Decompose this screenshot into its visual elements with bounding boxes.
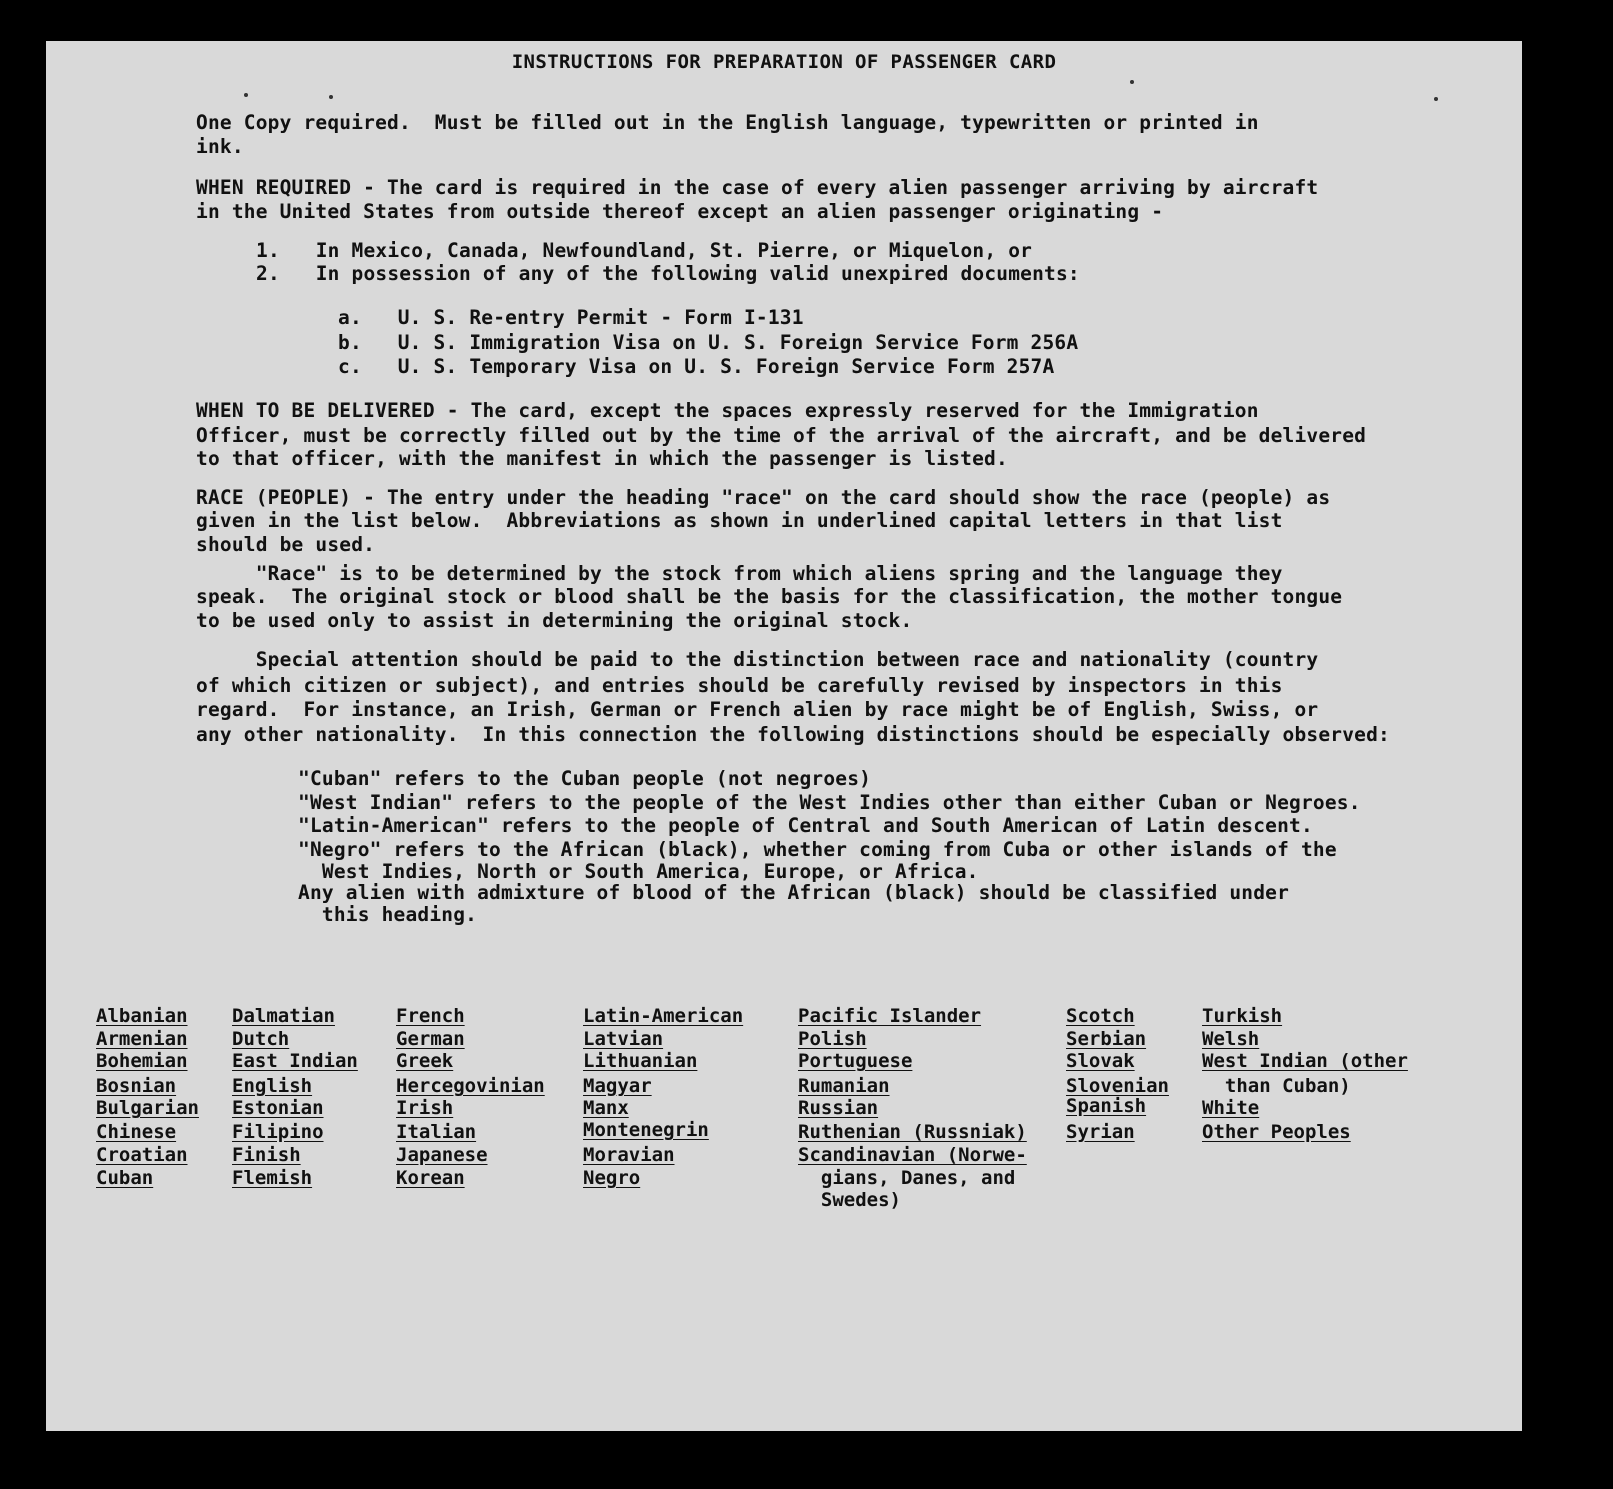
race-item: White	[1202, 1097, 1260, 1119]
race-item: Manx	[583, 1097, 629, 1119]
race-item: Syrian	[1066, 1121, 1135, 1143]
special-attention-line-4: any other nationality. In this connection the following distinctions should be especially observed:	[196, 723, 1390, 746]
race-item: Bulgarian	[96, 1097, 199, 1119]
race-item: Welsh	[1202, 1028, 1260, 1050]
race-item: Polish	[798, 1028, 867, 1050]
race-item: Estonian	[232, 1097, 324, 1119]
race-item: Italian	[396, 1121, 477, 1143]
race-item: Rumanian	[798, 1075, 890, 1097]
exception-item-1: 1. In Mexico, Canada, Newfoundland, St. Pierre, or Miquelon, or	[256, 239, 1033, 262]
race-item: Bohemian	[96, 1050, 188, 1072]
race-item: than Cuban)	[1202, 1075, 1351, 1097]
definition-cuban: "Cuban" refers to the Cuban people (not negroes)	[298, 767, 872, 790]
document-item-a: a. U. S. Re-entry Permit - Form I-131	[338, 306, 804, 329]
definition-negro-line-2: West Indies, North or South America, Europe, or Africa.	[298, 860, 979, 883]
race-definition-line-1: "Race" is to be determined by the stock from which aliens spring and the language they	[196, 562, 1283, 585]
when-delivered-line-1: WHEN TO BE DELIVERED - The card, except the spaces expressly reserved for the Immigration	[196, 399, 1259, 422]
race-item: Magyar	[583, 1075, 652, 1097]
when-required-line-1: WHEN REQUIRED - The card is required in the case of every alien passenger arriving by aircraft	[196, 176, 1319, 199]
race-item: Korean	[396, 1167, 465, 1189]
scan-speck	[329, 95, 333, 99]
race-item: Slovenian	[1066, 1075, 1169, 1097]
intro-line-2: ink.	[196, 135, 244, 158]
definition-latin-american: "Latin-American" refers to the people of Central and South American of Latin descent.	[298, 814, 1313, 837]
race-line-3: should be used.	[196, 533, 376, 556]
race-item: Armenian	[96, 1028, 188, 1050]
race-item: Russian	[798, 1097, 879, 1119]
race-line-2: given in the list below. Abbreviations as shown in underlined capital letters in that list	[196, 509, 1283, 532]
race-definition-line-3: to be used only to assist in determining the original stock.	[196, 609, 913, 632]
race-item: Turkish	[1202, 1005, 1283, 1027]
document-page	[46, 41, 1522, 1431]
race-item: Hercegovinian	[396, 1075, 545, 1097]
race-definition-line-2: speak. The original stock or blood shall be the basis for the classification, the mother tongue	[196, 585, 1343, 608]
race-item: gians, Danes, and	[798, 1167, 1016, 1189]
race-item: Serbian	[1066, 1028, 1147, 1050]
special-attention-line-3: regard. For instance, an Irish, German or French alien by race might be of English, Swiss, or	[196, 698, 1319, 721]
scan-speck	[1434, 97, 1438, 101]
race-item: Spanish	[1066, 1095, 1147, 1117]
race-item: Latvian	[583, 1028, 664, 1050]
page-title: INSTRUCTIONS FOR PREPARATION OF PASSENGER CARD	[511, 51, 1057, 73]
race-item: Irish	[396, 1097, 454, 1119]
race-item: Ruthenian (Russniak)	[798, 1121, 1027, 1143]
race-item: Other Peoples	[1202, 1121, 1351, 1143]
document-item-c: c. U. S. Temporary Visa on U. S. Foreign Service Form 257A	[338, 355, 1055, 378]
when-required-line-2: in the United States from outside thereof except an alien passenger originating -	[196, 200, 1164, 223]
race-item: Latin-American	[583, 1005, 744, 1027]
race-item: French	[396, 1005, 465, 1027]
exception-item-2: 2. In possession of any of the following valid unexpired documents:	[256, 262, 1080, 285]
race-item: English	[232, 1075, 313, 1097]
race-item: Slovak	[1066, 1050, 1135, 1072]
definition-admixture-line-1: Any alien with admixture of blood of the African (black) should be classified under	[298, 881, 1290, 904]
definition-negro-line-1: "Negro" refers to the African (black), whether coming from Cuba or other islands of the	[298, 838, 1337, 861]
when-delivered-line-2: Officer, must be correctly filled out by the time of the arrival of the aircraft, and be delivered	[196, 424, 1367, 447]
race-item: Lithuanian	[583, 1050, 698, 1072]
special-attention-line-1: Special attention should be paid to the distinction between race and nationality (country	[196, 648, 1319, 671]
race-item: Croatian	[96, 1144, 188, 1166]
race-item: Bosnian	[96, 1075, 177, 1097]
intro-line-1: One Copy required. Must be filled out in the English language, typewritten or printed in	[196, 111, 1259, 134]
race-item: Finish	[232, 1144, 301, 1166]
race-item: Dalmatian	[232, 1005, 335, 1027]
race-item: Greek	[396, 1050, 454, 1072]
document-item-b: b. U. S. Immigration Visa on U. S. Foreign Service Form 256A	[338, 331, 1079, 354]
race-item: Japanese	[396, 1144, 488, 1166]
race-line-1: RACE (PEOPLE) - The entry under the heading "race" on the card should show the race (people) as	[196, 486, 1331, 509]
race-item: Scotch	[1066, 1005, 1135, 1027]
scan-speck	[244, 93, 248, 97]
race-item: Pacific Islander	[798, 1005, 982, 1027]
race-item: Chinese	[96, 1121, 177, 1143]
race-item: Negro	[583, 1167, 641, 1189]
race-item: East Indian	[232, 1050, 358, 1072]
race-item: Flemish	[232, 1167, 313, 1189]
scan-speck	[1130, 80, 1134, 84]
race-item: Albanian	[96, 1005, 188, 1027]
race-item: Swedes)	[798, 1189, 901, 1211]
race-item: German	[396, 1028, 465, 1050]
definition-west-indian: "West Indian" refers to the people of the West Indies other than either Cuban or Negroes.	[298, 791, 1361, 814]
special-attention-line-2: of which citizen or subject), and entries should be carefully revised by inspectors in this	[196, 674, 1283, 697]
definition-admixture-line-2: this heading.	[298, 903, 478, 926]
when-delivered-line-3: to that officer, with the manifest in which the passenger is listed.	[196, 447, 1008, 470]
race-item: Moravian	[583, 1144, 675, 1166]
race-item: Filipino	[232, 1121, 324, 1143]
race-item: Scandinavian (Norwe-	[798, 1144, 1027, 1166]
race-item: Montenegrin	[583, 1119, 709, 1141]
race-item: Portuguese	[798, 1050, 913, 1072]
race-item: Dutch	[232, 1028, 290, 1050]
race-item: Cuban	[96, 1167, 154, 1189]
race-item: West Indian (other	[1202, 1050, 1408, 1072]
